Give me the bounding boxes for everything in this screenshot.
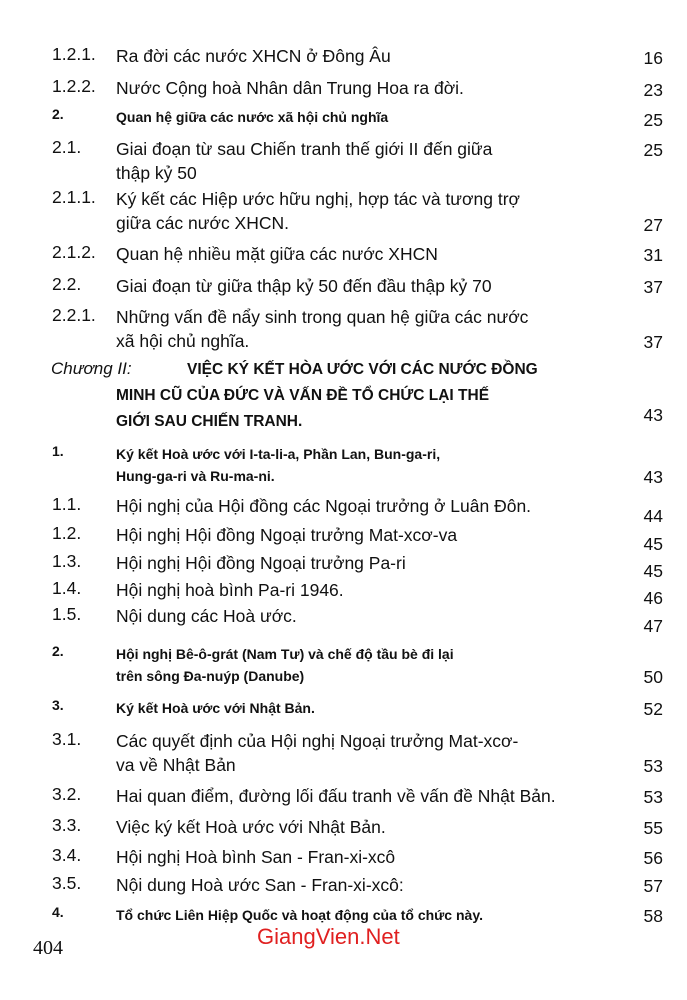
- toc-entry-title-line: Ký kết Hoà ước với I-ta-li-a, Phần Lan, Bun-ga-ri,: [116, 446, 441, 462]
- toc-entry-title-line: Nội dung Hoà ước San - Fran-xi-xcô:: [116, 875, 404, 895]
- toc-entry-page: 23: [643, 80, 663, 100]
- toc-entry-page: 57: [643, 876, 663, 896]
- toc-entry-title-line: Hội nghị Hoà bình San - Fran-xi-xcô: [116, 847, 396, 867]
- toc-entry-title-line: Hội nghị hoà bình Pa-ri 1946.: [116, 580, 344, 600]
- toc-entry-page: 53: [643, 756, 663, 776]
- toc-entry-page: 56: [643, 848, 663, 868]
- toc-entry-title-line: Hung-ga-ri và Ru-ma-ni.: [116, 468, 275, 484]
- toc-entry-title-line: Các quyết định của Hội nghị Ngoại trưởng Mat-xcơ-: [116, 731, 519, 751]
- toc-entry-page: 43: [643, 405, 663, 425]
- toc-entry-title-line: trên sông Đa-nuýp (Danube): [116, 668, 305, 684]
- toc-entry-title-line: Quan hệ nhiều mặt giữa các nước XHCN: [116, 244, 438, 264]
- toc-entry-title-line: Hội nghị của Hội đồng các Ngoại trưởng ở Luân Đôn.: [116, 496, 532, 516]
- toc-entry-page: 50: [643, 667, 663, 687]
- toc-entry-page: 53: [643, 787, 663, 807]
- toc-entry-page: 25: [643, 140, 663, 160]
- toc-entry-number: 1.3.: [52, 551, 82, 571]
- toc-entry-number: 2.1.: [52, 137, 82, 157]
- toc-entry-title-line: Ra đời các nước XHCN ở Đông Âu: [116, 46, 391, 66]
- toc-entry-page: 31: [643, 245, 663, 265]
- toc-entry-title-line: giữa các nước XHCN.: [116, 213, 290, 233]
- toc-entry-number: 2.2.1.: [52, 305, 96, 325]
- toc-entry-title: [116, 729, 518, 777]
- toc-entry-page: 16: [643, 48, 663, 68]
- toc-entry-title-line: thập kỷ 50: [116, 163, 197, 183]
- toc-entry-page: 25: [643, 110, 663, 130]
- toc-entry-title: [116, 494, 531, 518]
- toc-entry-number: 1.2.1.: [52, 44, 96, 64]
- toc-entry-number: 2.2.: [52, 274, 82, 294]
- toc-entry-number: 1.5.: [52, 604, 82, 624]
- toc-entry-page: 55: [643, 818, 663, 838]
- toc-entry-number: 2.1.2.: [52, 242, 96, 262]
- toc-entry-title: [116, 187, 520, 235]
- toc-entry-title-line: Hội nghị Hội đồng Ngoại trưởng Mat-xcơ-va: [116, 525, 458, 545]
- toc-entry-title: [116, 44, 391, 68]
- toc-entry-title: [116, 845, 395, 869]
- toc-entry-title: [116, 137, 492, 185]
- toc-entry-number: 2.1.1.: [52, 187, 96, 207]
- toc-entry-number: 1.4.: [52, 578, 82, 598]
- toc-entry-page: 44: [643, 506, 663, 526]
- toc-entry-title-line: Ký kết các Hiệp ước hữu nghị, hợp tác và tương trợ: [116, 189, 520, 209]
- toc-entry-title: [116, 815, 386, 839]
- toc-entry-number: 3.1.: [52, 729, 82, 749]
- page-number: 404: [33, 937, 63, 959]
- toc-entry-title: [116, 523, 457, 547]
- toc-entry-number: 2.: [52, 643, 64, 659]
- toc-entry-title-line: MINH CŨ CỦA ĐỨC VÀ VẤN ĐỀ TỔ CHỨC LẠI THẾ: [116, 387, 490, 404]
- toc-entry-number: 1.1.: [52, 494, 82, 514]
- toc-entry-title-line: Tổ chức Liên Hiệp Quốc và hoạt động của tổ chức này.: [116, 907, 483, 923]
- watermark-text: GiangVien.Net: [257, 924, 400, 949]
- toc-entry-title: [116, 305, 528, 353]
- toc-entry-title: [116, 643, 454, 687]
- toc-entry-title-line: Việc ký kết Hoà ước với Nhật Bản.: [116, 817, 386, 837]
- toc-entry-title-line: Nước Cộng hoà Nhân dân Trung Hoa ra đời.: [116, 78, 464, 98]
- toc-entry-title-line: Hội nghị Hội đồng Ngoại trưởng Pa-ri: [116, 553, 406, 573]
- toc-entry-title-line: VIỆC KÝ KẾT HÒA ƯỚC VỚI CÁC NƯỚC ĐỒNG: [187, 361, 538, 378]
- toc-entry-page: 27: [643, 215, 663, 235]
- toc-entry-title-line: Giai đoạn từ sau Chiến tranh thế giới II đến giữa: [116, 139, 493, 159]
- toc-entry-number: 1.2.: [52, 523, 82, 543]
- toc-entry-title: [116, 604, 297, 628]
- toc-entry-title: [116, 873, 404, 897]
- toc-entry-title: [116, 443, 440, 487]
- toc-entry-page: 43: [643, 467, 663, 487]
- toc-entry-page: 46: [643, 588, 663, 608]
- toc-entry-page: 45: [643, 534, 663, 554]
- toc-entry-number: 3.3.: [52, 815, 82, 835]
- toc-entry-title-line: Hai quan điểm, đường lối đấu tranh về vấn đề Nhật Bản.: [116, 786, 556, 806]
- toc-entry-title-line: xã hội chủ nghĩa.: [116, 331, 250, 351]
- toc-entry-title-line: Những vấn đề nẩy sinh trong quan hệ giữa các nước: [116, 307, 529, 327]
- toc-entry-title: [116, 551, 406, 575]
- toc-entry-title: [116, 784, 556, 808]
- toc-entry-page: 45: [643, 561, 663, 581]
- toc-entry-title: [116, 578, 344, 602]
- toc-entry-number: Chương II:: [51, 359, 132, 378]
- toc-entry-title-line: GIỚI SAU CHIẾN TRANH.: [116, 413, 303, 430]
- toc-entry-title-line: va về Nhật Bản: [116, 755, 236, 775]
- toc-entry-number: 3.: [52, 697, 64, 713]
- toc-entry-title: [116, 274, 492, 298]
- toc-entry-number: 1.2.2.: [52, 76, 96, 96]
- toc-entry-number: 3.2.: [52, 784, 82, 804]
- toc-entry-title: [116, 697, 315, 719]
- toc-entry-page: 58: [643, 906, 663, 926]
- toc-entry-page: 52: [643, 699, 663, 719]
- toc-entry-title: [116, 76, 464, 100]
- toc-entry-title-line: Hội nghị Bê-ô-grát (Nam Tư) và chế độ tầu bè đi lại: [116, 646, 454, 662]
- toc-entry-number: 3.5.: [52, 873, 82, 893]
- toc-entry-number: 2.: [52, 106, 64, 122]
- toc-entry-title: [116, 357, 538, 435]
- toc-entry-number: 3.4.: [52, 845, 82, 865]
- toc-entry-title: [116, 904, 483, 926]
- toc-entry-page: 47: [643, 616, 663, 636]
- toc-entry-title-line: Ký kết Hoà ước với Nhật Bản.: [116, 700, 315, 716]
- toc-entry-page: 37: [643, 332, 663, 352]
- toc-entry-title-line: Quan hệ giữa các nước xã hội chủ nghĩa: [116, 109, 389, 125]
- toc-entry-title-line: Giai đoạn từ giữa thập kỷ 50 đến đầu thập kỷ 70: [116, 276, 492, 296]
- toc-entry-number: 1.: [52, 443, 64, 459]
- toc-entry-number: 4.: [52, 904, 64, 920]
- toc-entry-page: 37: [643, 277, 663, 297]
- toc-entry-title: [116, 106, 388, 128]
- toc-entry-title: [116, 242, 438, 266]
- toc-entry-title-line: Nội dung các Hoà ước.: [116, 606, 297, 626]
